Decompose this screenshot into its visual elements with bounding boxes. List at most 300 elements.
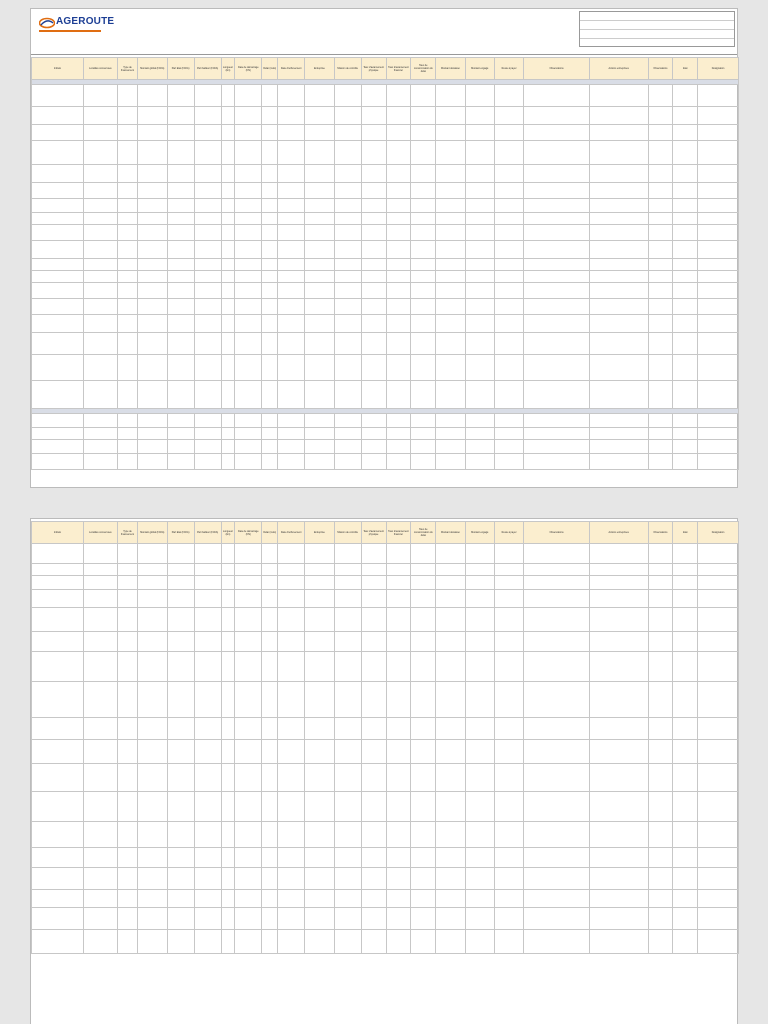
- table-cell: [386, 141, 411, 165]
- table-cell: [278, 890, 305, 908]
- table-cell: [673, 890, 698, 908]
- table-cell: [673, 682, 698, 718]
- table-cell: [235, 890, 262, 908]
- table-cell: [334, 590, 361, 608]
- table-cell: [262, 454, 278, 470]
- table-cell: [589, 740, 648, 764]
- table-cell: [494, 381, 523, 409]
- table-cell: [524, 241, 590, 259]
- table-cell: [698, 718, 739, 740]
- table-cell: [436, 564, 465, 576]
- column-header: Reste à payer: [494, 522, 523, 544]
- table-cell: [465, 682, 494, 718]
- table-cell: [411, 544, 436, 564]
- table-cell: [138, 652, 167, 682]
- table-cell: [386, 283, 411, 299]
- table-cell: [334, 908, 361, 930]
- table-cell: [194, 428, 221, 440]
- table-cell: [436, 259, 465, 271]
- table-cell: [524, 792, 590, 822]
- table-row: [32, 608, 739, 632]
- column-header: Date d'achèvement: [278, 522, 305, 544]
- table-cell: [334, 792, 361, 822]
- table-cell: [589, 868, 648, 890]
- table-cell: [32, 213, 84, 225]
- table-cell: [235, 315, 262, 333]
- table-cell: [167, 792, 194, 822]
- table-cell: [194, 652, 221, 682]
- table-cell: [465, 454, 494, 470]
- table-cell: [436, 355, 465, 381]
- table-cell: [673, 632, 698, 652]
- table-cell: [673, 283, 698, 299]
- table-cell: [278, 682, 305, 718]
- table-row: [32, 199, 739, 213]
- table-row: [32, 718, 739, 740]
- table-cell: [334, 890, 361, 908]
- table-cell: [673, 930, 698, 954]
- table-cell: [117, 85, 137, 107]
- table-cell: [465, 381, 494, 409]
- table-cell: [698, 225, 739, 241]
- table-cell: [167, 381, 194, 409]
- table-cell: [361, 564, 386, 576]
- table-cell: [524, 183, 590, 199]
- table-cell: [235, 213, 262, 225]
- table-cell: [221, 718, 235, 740]
- table-cell: [386, 381, 411, 409]
- table-row: [32, 225, 739, 241]
- table-row: [32, 165, 739, 183]
- table-cell: [235, 848, 262, 868]
- table-cell: [221, 381, 235, 409]
- table-cell: [494, 315, 523, 333]
- table-cell: [221, 890, 235, 908]
- table-cell: [673, 107, 698, 125]
- table-cell: [524, 564, 590, 576]
- table-cell: [167, 590, 194, 608]
- table-cell: [494, 125, 523, 141]
- column-header: Taux d'avancement physique: [361, 58, 386, 80]
- table-cell: [411, 682, 436, 718]
- table-cell: [648, 299, 673, 315]
- table-cell: [698, 355, 739, 381]
- table-cell: [494, 764, 523, 792]
- table-cell: [494, 299, 523, 315]
- table-cell: [32, 165, 84, 183]
- table-cell: [436, 241, 465, 259]
- table-cell: [334, 740, 361, 764]
- table-cell: [386, 213, 411, 225]
- table-cell: [589, 764, 648, 792]
- table-cell: [262, 544, 278, 564]
- table-cell: [262, 868, 278, 890]
- table-cell: [524, 199, 590, 213]
- table-cell: [83, 333, 117, 355]
- table-cell: [698, 259, 739, 271]
- table-cell: [32, 454, 84, 470]
- table-cell: [305, 414, 334, 428]
- table-cell: [32, 241, 84, 259]
- table-cell: [465, 333, 494, 355]
- table-row: [32, 576, 739, 590]
- table-cell: [698, 454, 739, 470]
- table-cell: [167, 822, 194, 848]
- table-cell: [32, 183, 84, 199]
- table-cell: [494, 740, 523, 764]
- table-cell: [673, 125, 698, 141]
- table-cell: [524, 141, 590, 165]
- reference-box: [579, 11, 735, 47]
- table-cell: [235, 632, 262, 652]
- table-cell: [262, 414, 278, 428]
- table-cell: [305, 183, 334, 199]
- table-cell: [278, 183, 305, 199]
- table-cell: [305, 199, 334, 213]
- table-cell: [194, 225, 221, 241]
- table-cell: [465, 183, 494, 199]
- table-cell: [117, 125, 137, 141]
- table-row: [32, 259, 739, 271]
- table-cell: [524, 576, 590, 590]
- table-cell: [465, 564, 494, 576]
- table-cell: [524, 355, 590, 381]
- table-cell: [673, 299, 698, 315]
- table-cell: [673, 576, 698, 590]
- table-cell: [494, 333, 523, 355]
- table-row: [32, 333, 739, 355]
- column-header: Observations: [524, 58, 590, 80]
- table-cell: [648, 283, 673, 299]
- table-cell: [465, 141, 494, 165]
- table-cell: [278, 355, 305, 381]
- table-cell: [83, 564, 117, 576]
- table-cell: [411, 590, 436, 608]
- table-cell: [32, 141, 84, 165]
- table-row: [32, 85, 739, 107]
- table-cell: [589, 381, 648, 409]
- table-cell: [411, 241, 436, 259]
- table-cell: [32, 718, 84, 740]
- table-cell: [83, 576, 117, 590]
- table-cell: [117, 271, 137, 283]
- table-cell: [524, 454, 590, 470]
- table-cell: [117, 682, 137, 718]
- table-cell: [648, 199, 673, 213]
- table-cell: [524, 85, 590, 107]
- table-cell: [194, 271, 221, 283]
- column-header: Part Etat (FCFA): [167, 522, 194, 544]
- table-cell: [262, 213, 278, 225]
- table-cell: [194, 213, 221, 225]
- table-cell: [334, 241, 361, 259]
- table-cell: [235, 333, 262, 355]
- column-header: Délai (mois): [262, 522, 278, 544]
- table-cell: [648, 822, 673, 848]
- table-cell: [117, 764, 137, 792]
- table-cell: [194, 141, 221, 165]
- table-cell: [386, 241, 411, 259]
- table-cell: [167, 183, 194, 199]
- table-cell: [235, 199, 262, 213]
- table-cell: [221, 165, 235, 183]
- table-cell: [32, 283, 84, 299]
- table-cell: [589, 225, 648, 241]
- table-cell: [138, 848, 167, 868]
- table-cell: [305, 355, 334, 381]
- table-cell: [589, 544, 648, 564]
- table-row: [32, 822, 739, 848]
- column-header: Date de démarrage (OS): [235, 522, 262, 544]
- table-cell: [465, 930, 494, 954]
- table-cell: [83, 85, 117, 107]
- table-cell: [32, 652, 84, 682]
- table-cell: [32, 868, 84, 890]
- table-cell: [334, 125, 361, 141]
- table-cell: [167, 848, 194, 868]
- table-cell: [589, 141, 648, 165]
- table-cell: [589, 165, 648, 183]
- table-cell: [262, 564, 278, 576]
- column-header: Montant engagé: [465, 58, 494, 80]
- table-cell: [589, 848, 648, 868]
- table-cell: [524, 107, 590, 125]
- table-cell: [262, 740, 278, 764]
- table-cell: [494, 107, 523, 125]
- table-cell: [262, 381, 278, 409]
- table-cell: [589, 718, 648, 740]
- table-cell: [235, 764, 262, 792]
- table-row: [32, 283, 739, 299]
- table-cell: [386, 107, 411, 125]
- table-cell: [262, 271, 278, 283]
- column-header: Taux de consommation du délai: [411, 522, 436, 544]
- table-cell: [221, 544, 235, 564]
- table-cell: [386, 682, 411, 718]
- table-cell: [305, 682, 334, 718]
- table-cell: [334, 848, 361, 868]
- table-cell: [167, 564, 194, 576]
- table-cell: [386, 564, 411, 576]
- table-cell: [32, 355, 84, 381]
- table-cell: [194, 632, 221, 652]
- table-cell: [305, 930, 334, 954]
- table-cell: [361, 283, 386, 299]
- table-cell: [305, 165, 334, 183]
- table-cell: [411, 165, 436, 183]
- table-cell: [698, 652, 739, 682]
- table-cell: [673, 165, 698, 183]
- table-row: [32, 848, 739, 868]
- table-cell: [589, 315, 648, 333]
- table-cell: [167, 440, 194, 454]
- table-cell: [436, 107, 465, 125]
- table-cell: [698, 792, 739, 822]
- document-header: [31, 9, 737, 55]
- table-cell: [698, 868, 739, 890]
- table-cell: [589, 213, 648, 225]
- table-cell: [648, 440, 673, 454]
- table-row: [32, 125, 739, 141]
- table-cell: [386, 544, 411, 564]
- table-cell: [465, 283, 494, 299]
- table-cell: [673, 608, 698, 632]
- table-cell: [167, 428, 194, 440]
- table-cell: [305, 333, 334, 355]
- table-cell: [673, 183, 698, 199]
- table-row: [32, 740, 739, 764]
- table-cell: [465, 576, 494, 590]
- table-cell: [494, 199, 523, 213]
- table-cell: [235, 454, 262, 470]
- table-cell: [465, 225, 494, 241]
- table-cell: [648, 564, 673, 576]
- report-page-1: [30, 8, 738, 488]
- table-cell: [278, 315, 305, 333]
- table-cell: [167, 165, 194, 183]
- table-cell: [494, 848, 523, 868]
- table-cell: [698, 85, 739, 107]
- table-cell: [138, 632, 167, 652]
- table-cell: [334, 199, 361, 213]
- table-cell: [117, 414, 137, 428]
- table-cell: [334, 283, 361, 299]
- table-cell: [83, 652, 117, 682]
- table-cell: [221, 764, 235, 792]
- table-cell: [235, 564, 262, 576]
- table-cell: [83, 792, 117, 822]
- table-cell: [673, 454, 698, 470]
- table-cell: [305, 259, 334, 271]
- table-cell: [436, 165, 465, 183]
- table-cell: [589, 85, 648, 107]
- table-cell: [411, 107, 436, 125]
- table-cell: [361, 199, 386, 213]
- table-cell: [32, 590, 84, 608]
- table-cell: [524, 652, 590, 682]
- table-cell: [305, 544, 334, 564]
- table-cell: [436, 822, 465, 848]
- table-cell: [235, 85, 262, 107]
- table-cell: [361, 271, 386, 283]
- table-cell: [411, 85, 436, 107]
- table-cell: [235, 183, 262, 199]
- table-cell: [221, 848, 235, 868]
- table-cell: [305, 271, 334, 283]
- table-cell: [494, 225, 523, 241]
- table-cell: [673, 868, 698, 890]
- table-cell: [278, 440, 305, 454]
- table-cell: [32, 564, 84, 576]
- table-cell: [589, 299, 648, 315]
- table-cell: [524, 259, 590, 271]
- table-cell: [411, 333, 436, 355]
- table-cell: [648, 213, 673, 225]
- table-cell: [465, 355, 494, 381]
- table-cell: [589, 183, 648, 199]
- table-cell: [494, 428, 523, 440]
- table-cell: [589, 890, 648, 908]
- table-cell: [194, 107, 221, 125]
- table-cell: [32, 333, 84, 355]
- table-cell: [494, 718, 523, 740]
- table-cell: [411, 428, 436, 440]
- table-cell: [194, 908, 221, 930]
- table-cell: [221, 141, 235, 165]
- table-cell: [262, 165, 278, 183]
- table-cell: [673, 652, 698, 682]
- table-cell: [32, 576, 84, 590]
- table-cell: [494, 682, 523, 718]
- table-cell: [361, 868, 386, 890]
- table-cell: [411, 930, 436, 954]
- table-cell: [194, 930, 221, 954]
- table-cell: [83, 381, 117, 409]
- table-cell: [589, 428, 648, 440]
- table-cell: [262, 107, 278, 125]
- column-header: Observations: [524, 522, 590, 544]
- table-cell: [411, 213, 436, 225]
- table-cell: [334, 930, 361, 954]
- table-cell: [138, 822, 167, 848]
- table-cell: [278, 544, 305, 564]
- table-cell: [262, 682, 278, 718]
- table-cell: [386, 740, 411, 764]
- table-cell: [167, 544, 194, 564]
- table-cell: [138, 213, 167, 225]
- table-cell: [411, 764, 436, 792]
- table-cell: [117, 299, 137, 315]
- table-cell: [589, 259, 648, 271]
- table-cell: [167, 682, 194, 718]
- table-cell: [334, 608, 361, 632]
- table-cell: [235, 414, 262, 428]
- table-cell: [436, 213, 465, 225]
- table-cell: [262, 85, 278, 107]
- table-cell: [386, 608, 411, 632]
- table-cell: [221, 241, 235, 259]
- table-cell: [194, 125, 221, 141]
- table-cell: [334, 183, 361, 199]
- table-cell: [262, 590, 278, 608]
- table-row: [32, 271, 739, 283]
- table-cell: [465, 848, 494, 868]
- table-cell: [436, 414, 465, 428]
- table-cell: [167, 868, 194, 890]
- table-cell: [83, 283, 117, 299]
- table-cell: [386, 414, 411, 428]
- table-cell: [465, 315, 494, 333]
- table-cell: [138, 576, 167, 590]
- table-cell: [524, 930, 590, 954]
- table-cell: [83, 740, 117, 764]
- table-cell: [278, 868, 305, 890]
- table-cell: [138, 890, 167, 908]
- table-cell: [698, 764, 739, 792]
- table-cell: [411, 315, 436, 333]
- column-header: Désignation: [698, 58, 739, 80]
- table-cell: [83, 848, 117, 868]
- table-cell: [648, 590, 673, 608]
- table-header-row: [32, 58, 739, 80]
- table-cell: [673, 428, 698, 440]
- table-cell: [167, 608, 194, 632]
- table-cell: [194, 564, 221, 576]
- table-cell: [167, 355, 194, 381]
- column-header: Observations: [648, 522, 673, 544]
- table-cell: [138, 792, 167, 822]
- table-cell: [436, 632, 465, 652]
